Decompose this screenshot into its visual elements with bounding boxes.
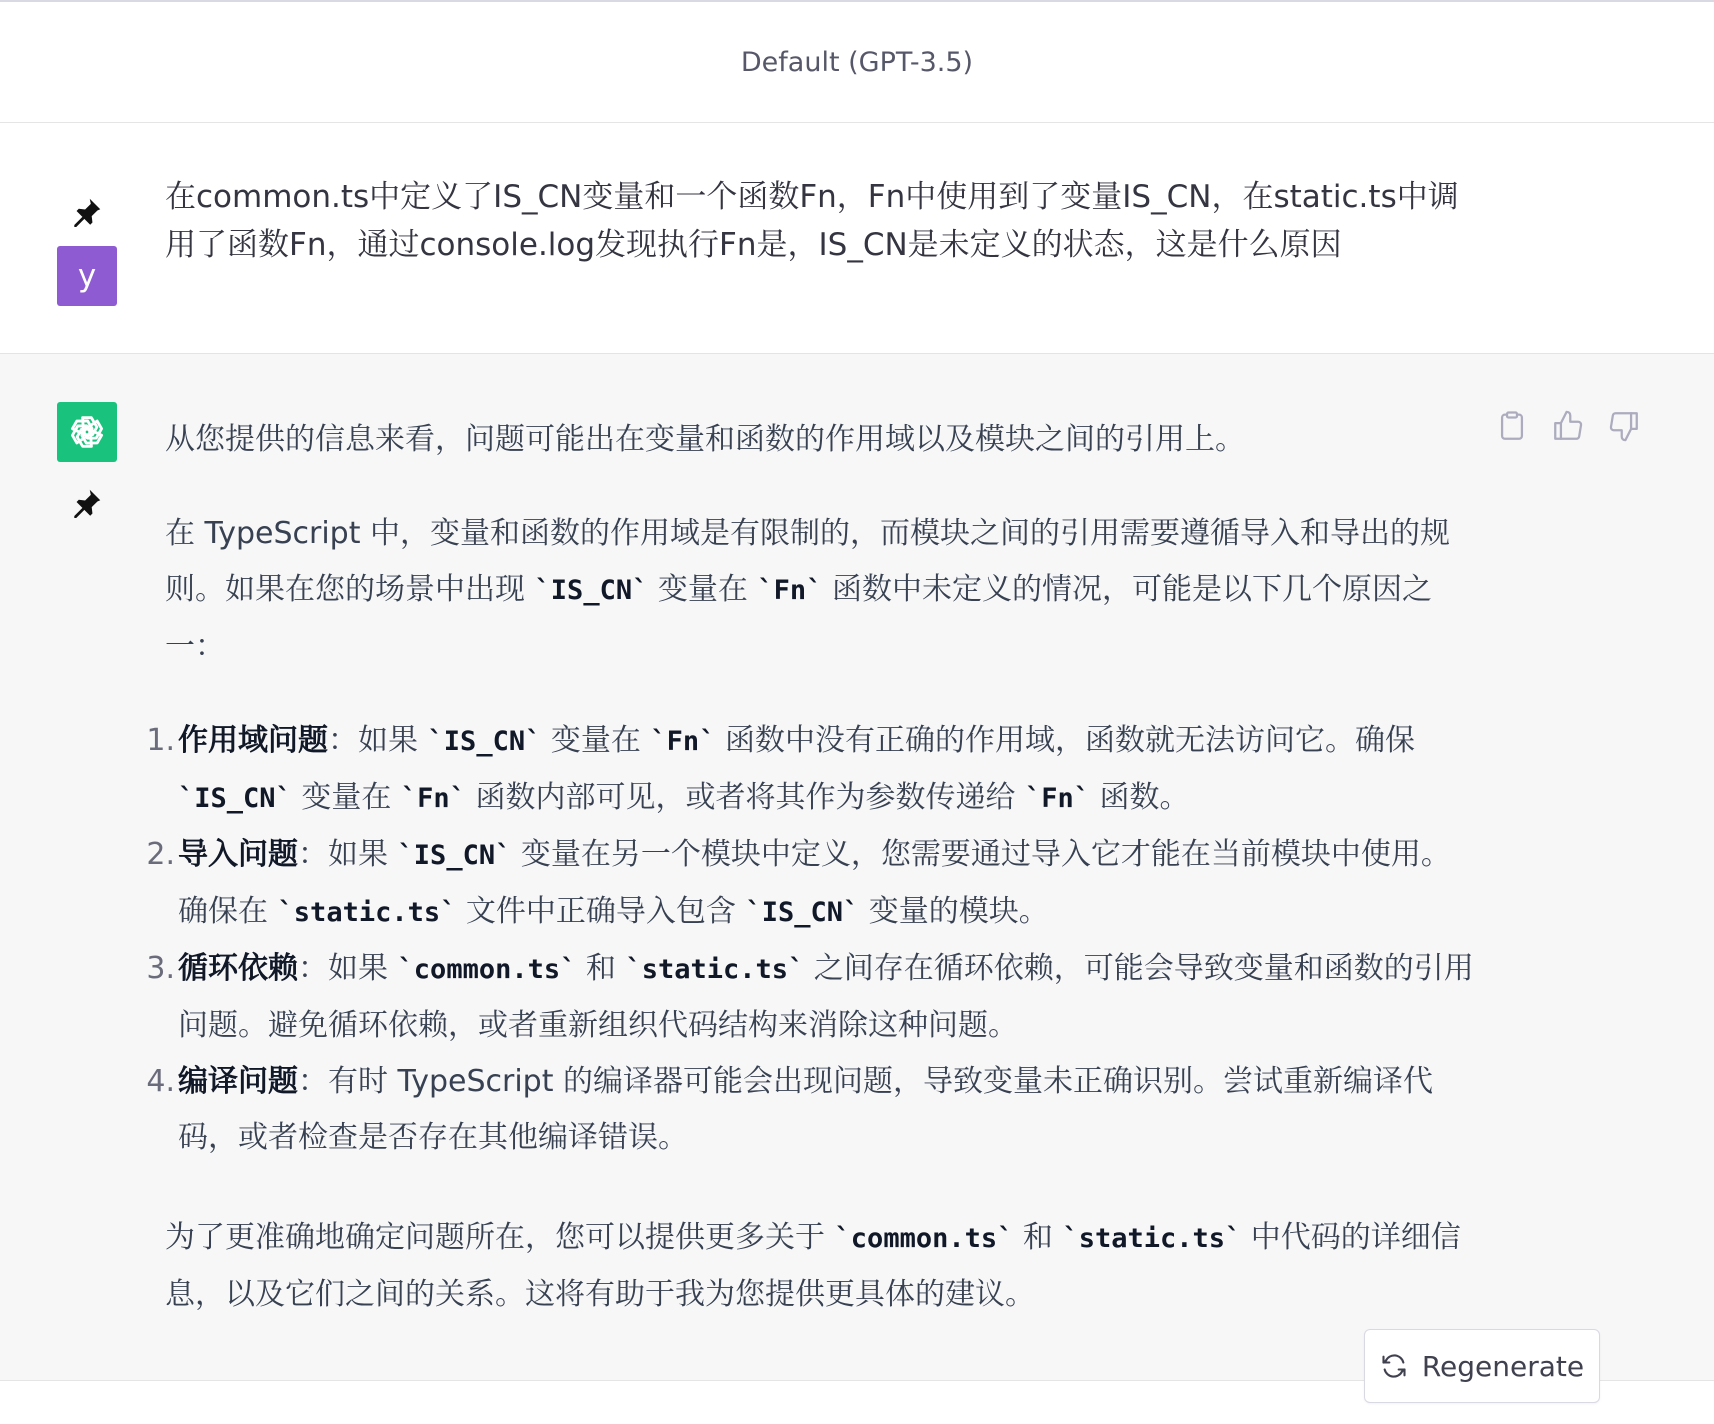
reasons-list — [146, 713, 1480, 1166]
inline-code: `Fn` — [757, 575, 823, 606]
list-item-text: 变量在 — [291, 780, 401, 815]
clipboard-icon[interactable] — [1494, 408, 1530, 444]
inline-code: `common.ts` — [834, 1223, 1014, 1254]
list-item-title: 循环依赖 — [178, 951, 298, 986]
list-item-title: 作用域问题 — [178, 723, 328, 758]
pin-icon[interactable] — [68, 195, 104, 231]
openai-logo-icon — [57, 402, 117, 462]
inline-code: `static.ts` — [277, 897, 457, 928]
pin-icon[interactable] — [68, 486, 104, 522]
list-item-text: 函数中没有正确的作用域，函数就无法访问它。确保 — [715, 723, 1415, 758]
inline-code: `IS_CN` — [745, 897, 860, 928]
message-actions — [1494, 408, 1642, 444]
inline-code: `Fn` — [400, 783, 466, 814]
list-item-title: 导入问题 — [178, 837, 298, 872]
inline-code: `IS_CN` — [178, 783, 292, 814]
assistant-message — [0, 354, 1714, 1380]
thumbs-up-icon[interactable] — [1550, 408, 1586, 444]
inline-code: `IS_CN` — [534, 575, 649, 606]
inline-code: `Fn` — [1024, 783, 1091, 814]
list-number: 1. — [146, 723, 175, 758]
list-item-text: 函数内部可见，或者将其作为参数传递给 — [465, 780, 1025, 815]
list-item-text: ：如果 — [298, 837, 398, 872]
inline-code: `static.ts` — [1062, 1223, 1242, 1254]
list-item-text: ：有时 TypeScript 的编译器可能会出现问题，导致变量未正确识别。尝试重新编译代码，或者检查是否存在其他编译错误。 — [178, 1064, 1433, 1155]
list-number: 2. — [146, 837, 175, 872]
inline-code: `Fn` — [650, 726, 716, 757]
refresh-icon — [1380, 1352, 1408, 1380]
inline-code: `IS_CN` — [427, 726, 542, 757]
list-item — [146, 713, 1480, 827]
list-number: 4. — [146, 1064, 175, 1099]
model-title[interactable]: Default (GPT-3.5) — [740, 46, 974, 78]
user-avatar: y — [57, 246, 117, 306]
list-item — [146, 941, 1480, 1054]
regenerate-label: Regenerate — [1421, 1349, 1585, 1383]
intro-paragraph: 从您提供的信息来看，问题可能出在变量和函数的作用域以及模块之间的引用上。 — [165, 422, 1245, 457]
inline-code: `static.ts` — [625, 954, 805, 985]
list-item-text: 文件中正确导入包含 — [456, 894, 746, 929]
closing-paragraph: 为了更准确地确定问题所在，您可以提供更多关于 `common.ts` 和 `static.ts` 中代码的详细信息，以及它们之间的关系。这将有助于我为您提供更具体的建议。 — [165, 1220, 1461, 1312]
list-item — [146, 827, 1480, 941]
list-item-text: 变量在另一个模块中定义，您需要通过导入它才能在当前模块中使用。确保在 — [178, 837, 1451, 929]
user-message-text: 在common.ts中定义了IS_CN变量和一个函数Fn，Fn中使用到了变量IS_CN，在static.ts中调用了函数Fn，通过console.log发现执行Fn是，IS_CN是未定义的状态，这是什么原因 — [165, 179, 1459, 263]
user-message — [0, 123, 1714, 354]
chat-header — [0, 2, 1714, 123]
list-item-text: ：如果 — [328, 723, 428, 758]
list-item-text: 和 — [576, 951, 626, 986]
thumbs-down-icon[interactable] — [1606, 408, 1642, 444]
list-item-text: ：如果 — [298, 951, 398, 986]
regenerate-button[interactable] — [1364, 1329, 1600, 1403]
list-item-text: 函数。 — [1090, 780, 1190, 815]
list-item — [146, 1054, 1480, 1166]
list-item-text: 变量在 — [541, 723, 651, 758]
inline-code: `IS_CN` — [397, 840, 512, 871]
list-number: 3. — [146, 951, 175, 986]
list-item-title: 编译问题 — [178, 1064, 298, 1099]
assistant-message-content — [146, 412, 1480, 1323]
explanation-paragraph: 在 TypeScript 中，变量和函数的作用域是有限制的，而模块之间的引用需要遵循导入和导出的规则。如果在您的场景中出现 `IS_CN` 变量在 `Fn` 函数中未定义的情况，可能是以下几个原因之一： — [165, 516, 1450, 664]
list-item-text: 之间存在循环依赖，可能会导致变量和函数的引用问题。避免循环依赖，或者重新组织代码结构来消除这种问题。 — [178, 951, 1474, 1043]
list-item-text: 变量的模块。 — [859, 894, 1049, 929]
inline-code: `common.ts` — [397, 954, 577, 985]
